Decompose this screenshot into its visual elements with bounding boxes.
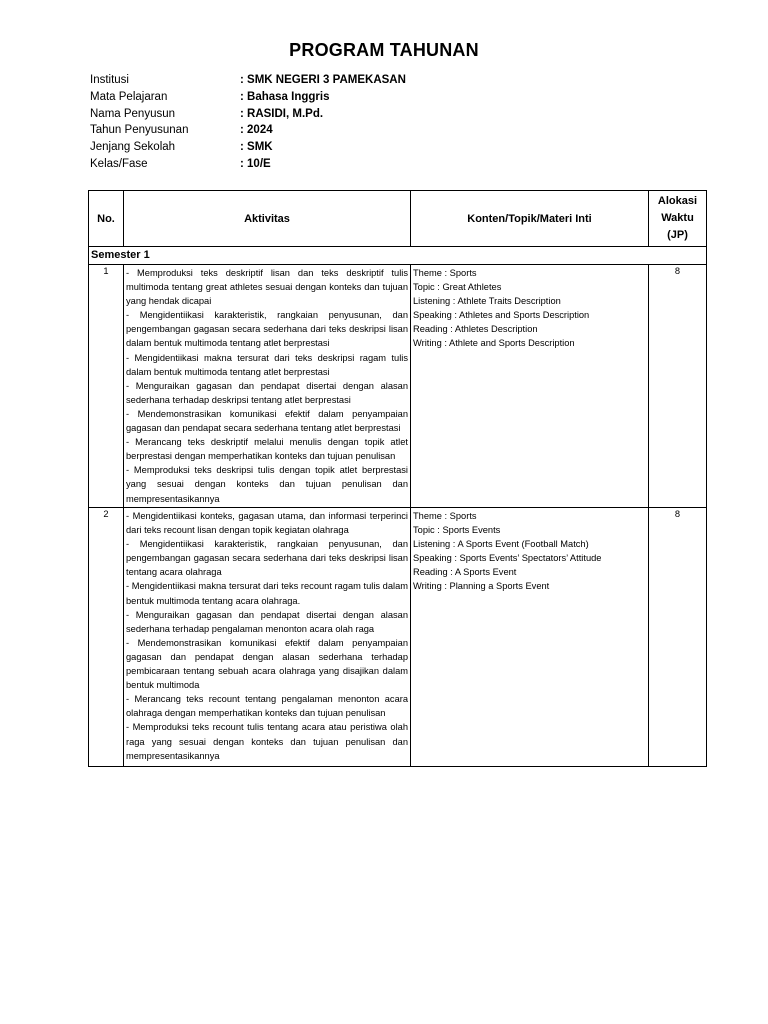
table-header-row bbox=[89, 191, 707, 247]
header-alokasi-line: Waktu bbox=[661, 212, 694, 224]
aktivitas-item: - Memproduksi teks recount tulis tentang acara atau peristiwa olah raga yang sesuai dengan konteks dan tujuan penulisan dan mempresentasikannya bbox=[126, 722, 408, 761]
konten-item: Reading : Athletes Description bbox=[413, 324, 538, 335]
aktivitas-item: - Memproduksi teks deskripsi tulis dengan topik atlet berprestasi yang sesuai dengan konteks dan tujuan penulisan dan mempresentasikannya bbox=[126, 465, 408, 504]
info-value: : 2024 bbox=[240, 124, 273, 137]
table-row bbox=[89, 265, 707, 508]
konten-item: Theme : Sports bbox=[413, 268, 477, 278]
info-value: : SMK NEGERI 3 PAMEKASAN bbox=[240, 74, 406, 86]
info-value: : SMK bbox=[240, 141, 273, 154]
konten-item: Writing : Athlete and Sports Description bbox=[413, 338, 575, 349]
aktivitas-item: - Mengidentiikasi makna tersurat dari teks recount ragam tulis dalam bentuk multimoda tentang acara olahraga. bbox=[126, 581, 408, 606]
info-value: : RASIDI, M.Pd. bbox=[240, 107, 324, 120]
info-block bbox=[90, 72, 406, 173]
konten-item: Topic : Great Athletes bbox=[413, 282, 502, 293]
aktivitas-item: - Mengidentiikasi konteks, gagasan utama, dan informasi terperinci dari teks recount lisan dengan topik kegiatan olahraga bbox=[126, 511, 408, 536]
aktivitas-item: - Merancang teks deskriptif melalui menulis dengan topik atlet berprestasi dengan memperhatikan konteks dan tujuan penulisan bbox=[126, 437, 408, 462]
konten-item: Reading : A Sports Event bbox=[413, 567, 517, 578]
table-row bbox=[89, 508, 707, 767]
info-row-jenjang-sekolah bbox=[90, 139, 406, 156]
konten-item: Writing : Planning a Sports Event bbox=[413, 581, 550, 592]
aktivitas-item: - Mendemonstrasikan komunikasi efektif dalam penyampaian gagasan dan pendapat dengan alasan sederhana terhadap pembicaraan tentang sebuah acara olahraga yang disajikan dalam bentuk multimoda bbox=[126, 637, 408, 691]
aktivitas-item: - Merancang teks recount tentang pengalaman menonton acara olahraga dengan memperhatikan konteks dan tujuan penulisan bbox=[126, 694, 408, 719]
header-konten: Konten/Topik/Materi Inti bbox=[411, 191, 649, 247]
aktivitas-item: - Menguraikan gagasan dan pendapat disertai dengan alasan sederhana terhadap pengalaman menonton acara olah raga bbox=[126, 609, 408, 634]
konten-item: Speaking : Athletes and Sports Description bbox=[413, 310, 590, 321]
row-konten bbox=[411, 508, 649, 767]
row-konten bbox=[411, 265, 649, 508]
header-no: No. bbox=[89, 191, 124, 247]
header-alokasi-line: Alokasi bbox=[657, 195, 698, 207]
info-row-mata-pelajaran bbox=[90, 89, 406, 106]
konten-item: Theme : Sports bbox=[413, 511, 477, 521]
row-aktivitas bbox=[124, 265, 411, 508]
konten-item: Listening : A Sports Event (Football Match) bbox=[413, 539, 589, 550]
info-label: Tahun Penyusunan bbox=[90, 124, 189, 137]
row-aktivitas bbox=[124, 508, 411, 767]
konten-item: Topic : Sports Events bbox=[413, 525, 501, 536]
info-label: Mata Pelajaran bbox=[90, 90, 168, 103]
semester-row bbox=[89, 247, 707, 265]
info-label: Nama Penyusun bbox=[90, 107, 176, 120]
info-label: Kelas/Fase bbox=[90, 157, 148, 170]
info-row-institusi bbox=[90, 72, 406, 89]
info-row-nama-penyusun bbox=[90, 106, 406, 123]
konten-item: Speaking : Sports Events’ Spectators’ Attitude bbox=[413, 553, 602, 564]
info-row-tahun-penyusunan bbox=[90, 122, 406, 139]
aktivitas-item: - Memproduksi teks deskriptif lisan dan teks deskriptif tulis multimoda tentang great athletes sesuai dengan konteks dan tujuan yang hendak dicapai bbox=[126, 268, 408, 307]
aktivitas-item: - Mengidentiikasi karakteristik, rangkaian penyusunan, dan pengembangan gagasan secara sederhana dari teks deskripsi lisan dalam bentuk multimoda tentang atlet berprestasi bbox=[126, 310, 408, 349]
aktivitas-item: - Mengidentiikasi makna tersurat dari teks deskripsi ragam tulis dalam bentuk multimoda tentang atlet berprestasi bbox=[126, 352, 408, 377]
info-label: Institusi bbox=[90, 74, 129, 86]
aktivitas-item: - Mengidentiikasi karakteristik, rangkaian penyusunan, dan pengembangan gagasan secara sederhana dari teks deskripsi lisan tentang acara olahraga bbox=[126, 539, 408, 578]
header-alokasi bbox=[649, 191, 707, 247]
row-number: 1 bbox=[89, 265, 124, 508]
program-table bbox=[88, 190, 707, 767]
header-alokasi-line: (JP) bbox=[667, 229, 688, 241]
semester-label: Semester 1 bbox=[89, 247, 707, 265]
info-value: : 10/E bbox=[240, 157, 271, 170]
row-number: 2 bbox=[89, 508, 124, 767]
konten-item: Listening : Athlete Traits Description bbox=[413, 296, 561, 307]
aktivitas-item: - Menguraikan gagasan dan pendapat disertai dengan alasan sederhana terhadap deskripsi tentang atlet berprestasi bbox=[126, 380, 408, 405]
row-jp: 8 bbox=[649, 265, 707, 508]
info-label: Jenjang Sekolah bbox=[90, 141, 176, 154]
info-value: : Bahasa Inggris bbox=[240, 90, 330, 103]
aktivitas-item: - Mendemonstrasikan komunikasi efektif dalam penyampaian gagasan dan pendapat secara sederhana tentang atlet berprestasi bbox=[126, 408, 408, 434]
document-title: PROGRAM TAHUNAN bbox=[289, 40, 479, 60]
row-jp: 8 bbox=[649, 508, 707, 767]
header-aktivitas: Aktivitas bbox=[124, 191, 411, 247]
info-row-kelas-fase bbox=[90, 156, 406, 173]
